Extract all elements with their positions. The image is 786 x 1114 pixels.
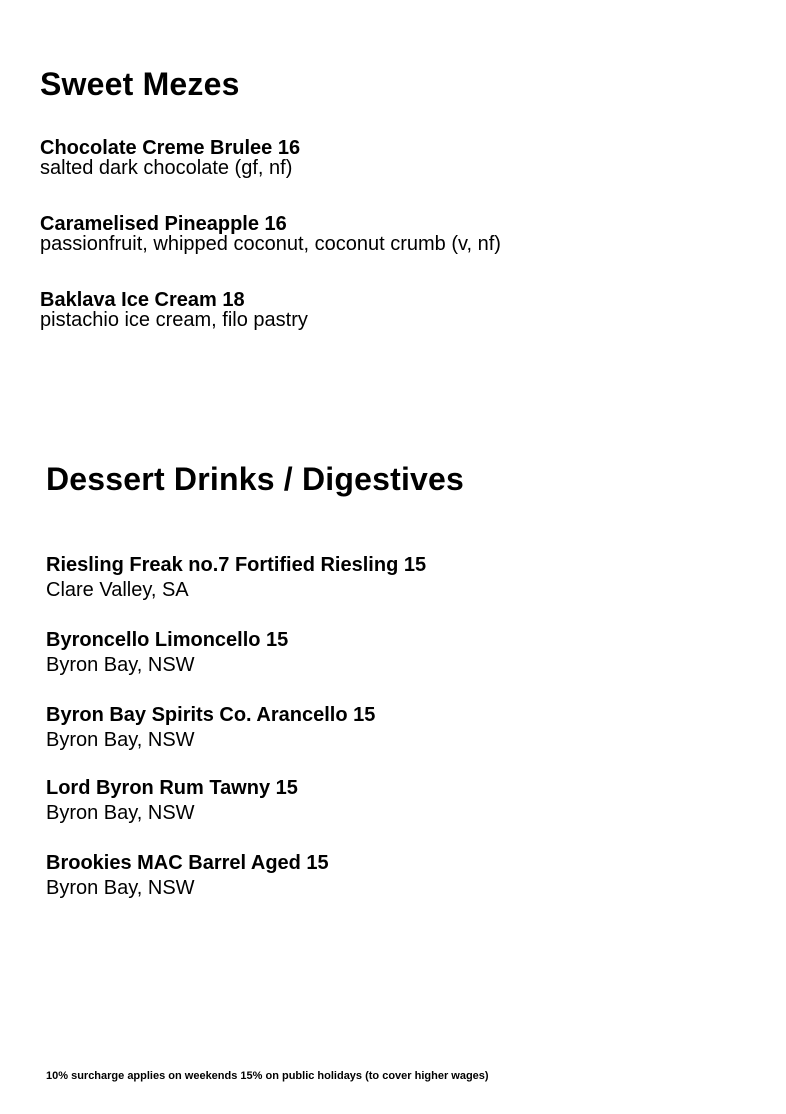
menu-item (40, 290, 308, 330)
section-title-dessert-drinks: Dessert Drinks / Digestives (46, 461, 465, 497)
drink-item-name: Riesling Freak no.7 Fortified Riesling 15 (46, 554, 427, 576)
drink-item-origin: Byron Bay, NSW (46, 802, 195, 824)
drink-item (46, 553, 426, 603)
drink-item (46, 628, 288, 678)
menu-item-description: passionfruit, whipped coconut, coconut crumb (v, nf) (40, 233, 501, 255)
drink-item-origin: Byron Bay, NSW (46, 877, 195, 899)
menu-item-description: salted dark chocolate (gf, nf) (40, 157, 293, 179)
drink-item-origin: Clare Valley, SA (46, 579, 189, 601)
surcharge-note: 10% surcharge applies on weekends 15% on public holidays (to cover higher wages) (46, 1070, 489, 1082)
drink-item (46, 851, 329, 901)
drink-item-origin: Byron Bay, NSW (46, 729, 195, 751)
menu-item-name: Chocolate Creme Brulee 16 (40, 137, 301, 159)
drink-item-name: Lord Byron Rum Tawny 15 (46, 777, 298, 799)
menu-item (40, 138, 300, 178)
drink-item-name: Brookies MAC Barrel Aged 15 (46, 852, 329, 874)
drink-item-name: Byron Bay Spirits Co. Arancello 15 (46, 704, 376, 726)
menu-item (40, 214, 501, 254)
section-title-sweet-mezes: Sweet Mezes (40, 66, 240, 102)
drink-item-origin: Byron Bay, NSW (46, 654, 195, 676)
drink-item-name: Byroncello Limoncello 15 (46, 629, 289, 651)
menu-item-name: Caramelised Pineapple 16 (40, 213, 287, 235)
drink-item (46, 703, 375, 753)
menu-item-description: pistachio ice cream, filo pastry (40, 309, 308, 331)
drink-item (46, 776, 298, 826)
menu-item-name: Baklava Ice Cream 18 (40, 289, 245, 311)
